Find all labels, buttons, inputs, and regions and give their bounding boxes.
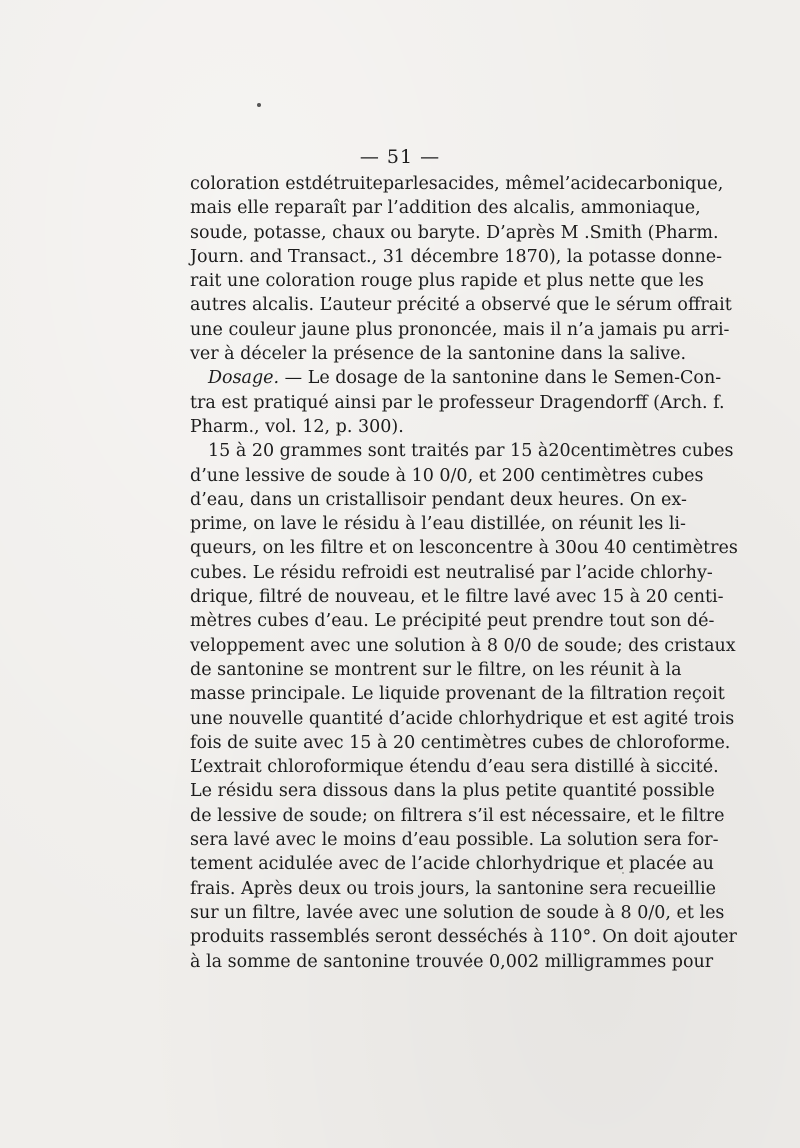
text-line: sur un filtre, lavée avec une solution de soude à 8 0/0, et les — [190, 902, 725, 923]
text-line: Journ. and Transact., 31 décembre 1870), la potasse donne- — [190, 246, 723, 267]
text-line: masse principale. Le liquide provenant de la filtration reçoit — [190, 684, 725, 705]
text-line: L’extrait chloroformique étendu d’eau sera distillé à siccité. — [190, 757, 719, 778]
text-line: d’une lessive de soude à 10 0/0, et 200 centimètres cubes — [190, 465, 704, 486]
text-line: mais elle reparaît par l’addition des alcalis, ammoniaque, — [190, 198, 701, 219]
text-line: veloppement avec une solution à 8 0/0 de soude; des cristaux — [190, 635, 736, 656]
text-line: d’eau, dans un cristallisoir pendant deux heures. On ex- — [190, 489, 687, 510]
page-number: — 51 — — [359, 146, 441, 168]
text-line: une nouvelle quantité d’acide chlorhydrique et est agité trois — [190, 708, 735, 729]
text-line: de santonine se montrent sur le filtre, on les réunit à la — [190, 659, 682, 680]
text-line: queurs, on les filtre et on lesconcentre à 30ou 40 centimètres — [190, 538, 738, 559]
text-line: frais. Après deux ou trois jours, la santonine sera recueillie — [190, 878, 716, 899]
text-line: fois de suite avec 15 à 20 centimètres cubes de chloroforme. — [190, 732, 731, 753]
text-line: 15 à 20 grammes sont traités par 15 à20centimètres cubes — [208, 441, 734, 462]
section-lead: Dosage. — [208, 368, 280, 389]
text-line: une couleur jaune plus prononcée, mais il n’a jamais pu arri- — [190, 319, 730, 340]
text-line: Dosage. — Le dosage de la santonine dans le Semen-Con- — [208, 368, 722, 389]
ink-speck — [257, 103, 261, 107]
text-line: autres alcalis. L’auteur précité a observé que le sérum offrait — [190, 295, 732, 316]
text-line: à la somme de santonine trouvée 0,002 milligrammes pour — [190, 951, 714, 972]
text-line: soude, potasse, chaux ou baryte. D’après M .Smith (Pharm. — [190, 222, 719, 243]
text-line: mètres cubes d’eau. Le précipité peut prendre tout son dé- — [190, 611, 715, 632]
text-line: rait une coloration rouge plus rapide et plus nette que les — [190, 271, 704, 292]
text-line: sera lavé avec le moins d’eau possible. La solution sera for- — [190, 830, 719, 851]
text-line: tra est pratiqué ainsi par le professeur Dragendorff (Arch. f. — [190, 392, 725, 413]
text-line: cubes. Le résidu refroidi est neutralisé par l’acide chlorhy- — [190, 562, 713, 583]
text-line: prime, on lave le résidu à l’eau distillée, on réunit les li- — [190, 514, 686, 535]
text-line: coloration estdétruiteparlesacides, mêmel’acidecarbonique, — [190, 174, 724, 194]
text-line: ver à déceler la présence de la santonine dans la salive. — [190, 344, 687, 365]
text-line: produits rassemblés seront desséchés à 110°. On doit ajouter — [190, 927, 737, 948]
body-text — [190, 172, 738, 974]
text-line: de lessive de soude; on filtrera s’il est nécessaire, et le filtre — [190, 805, 725, 826]
text-line: tement acidulée avec de l’acide chlorhydrique et placée au — [190, 854, 714, 875]
text-line: Pharm., vol. 12, p. 300). — [190, 416, 404, 437]
text-line: Le résidu sera dissous dans la plus petite quantité possible — [190, 781, 715, 802]
text-line: drique, filtré de nouveau, et le filtre lavé avec 15 à 20 centi- — [190, 587, 724, 608]
